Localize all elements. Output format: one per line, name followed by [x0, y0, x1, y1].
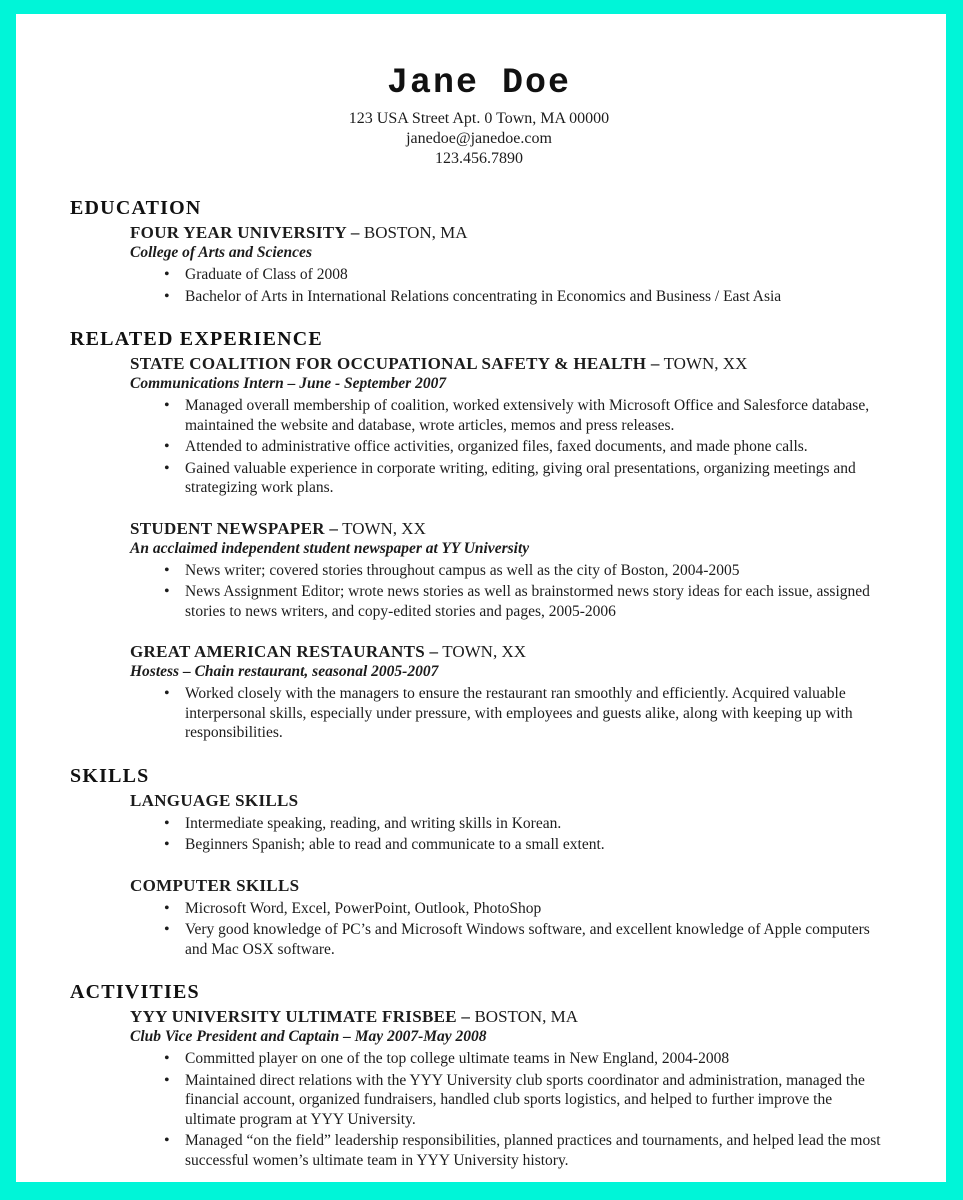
bullet-item: • Committed player on one of the top college ultimate teams in New England, 2004-2008 — [130, 1049, 888, 1069]
section-activities — [70, 980, 888, 1170]
entry-heading — [130, 223, 888, 243]
entry-org: STATE COALITION FOR OCCUPATIONAL SAFETY & HEALTH – — [130, 354, 660, 373]
section-title: ACTIVITIES — [70, 981, 200, 1003]
entry-heading — [130, 519, 888, 539]
bullet-item: • Microsoft Word, Excel, PowerPoint, Outlook, PhotoShop — [130, 899, 888, 919]
entry-org: LANGUAGE SKILLS — [130, 790, 299, 810]
entry-org: STUDENT NEWSPAPER – — [130, 518, 339, 538]
bullet-item: • Bachelor of Arts in International Relations concentrating in Economics and Business / East Asia — [130, 287, 888, 307]
bullet-list — [130, 684, 888, 743]
entry-location: TOWN, XX — [442, 642, 526, 661]
bullet-item: • Beginners Spanish; able to read and communicate to a small extent. — [130, 835, 888, 855]
bullet-item: • News Assignment Editor; wrote news stories as well as brainstormed news story ideas for each issue, assigned stories to news writers, and copy-edited stories and pages, 2005-2006 — [130, 582, 888, 621]
bullet-list — [130, 814, 888, 855]
bullet-list — [130, 396, 888, 498]
entry-heading — [130, 354, 888, 374]
entry-location: TOWN, XX — [342, 518, 426, 538]
entry — [130, 354, 888, 498]
bullet-item: • Maintained direct relations with the YYY University club sports coordinator and administration, managed the financial account, organized fundraisers, handled club sports logistics, and helped to further improve the ultimate program at YYY University. — [130, 1071, 888, 1130]
entry-role: Communications Intern – June - September 2007 — [130, 375, 447, 392]
bullet-item: • Attended to administrative office activities, organized files, faxed documents, and made phone calls. — [130, 437, 888, 457]
bullet-item: • Intermediate speaking, reading, and writing skills in Korean. — [130, 814, 888, 834]
bullet-list — [130, 561, 888, 622]
bullet-list — [130, 265, 888, 306]
entry-location: TOWN, XX — [663, 354, 748, 373]
entry — [130, 223, 888, 306]
section-education — [70, 196, 888, 306]
entry — [130, 519, 888, 622]
entry — [130, 1007, 888, 1170]
bullet-item: • News writer; covered stories throughout campus as well as the city of Boston, 2004-2005 — [130, 561, 888, 581]
section-title: SKILLS — [70, 764, 150, 787]
contact-block — [70, 109, 888, 169]
address-line: 123 USA Street Apt. 0 Town, MA 00000 — [348, 110, 610, 127]
bullet-item: • Worked closely with the managers to ensure the restaurant ran smoothly and efficiently. Acquired valuable interpersonal skills, especially under pressure, with employees and guests alike, along with keeping up with responsibilities. — [130, 684, 888, 743]
page-title: Jane Doe — [386, 63, 572, 103]
section-related-experience — [70, 327, 888, 743]
bullet-item: • Gained valuable experience in corporate writing, editing, giving oral presentations, organizing meetings and strategizing work plans. — [130, 459, 888, 498]
entry — [130, 642, 888, 743]
entry-org: YYY UNIVERSITY ULTIMATE FRISBEE – — [130, 1007, 471, 1026]
bullet-list — [130, 899, 888, 960]
email-line: janedoe@janedoe.com — [406, 130, 552, 147]
bullet-item: • Managed “on the field” leadership responsibilities, planned practices and tournaments, and helped lead the most successful women’s ultimate team in YYY University history. — [130, 1131, 888, 1170]
entry-heading — [130, 1007, 888, 1027]
entry-org: FOUR YEAR UNIVERSITY – — [130, 223, 360, 242]
entry-heading — [130, 876, 888, 896]
bullet-item: • Graduate of Class of 2008 — [130, 265, 888, 285]
entry-heading — [130, 791, 888, 811]
section-title: RELATED EXPERIENCE — [70, 328, 323, 350]
bullet-item: • Very good knowledge of PC’s and Microsoft Windows software, and excellent knowledge of Apple computers and Mac OSX software. — [130, 920, 888, 959]
section-skills — [70, 764, 888, 960]
entry-role: Club Vice President and Captain – May 2007-May 2008 — [130, 1028, 487, 1045]
entry-org: COMPUTER SKILLS — [130, 875, 300, 895]
entry-org: GREAT AMERICAN RESTAURANTS – — [130, 642, 439, 661]
entry-location: BOSTON, MA — [474, 1007, 579, 1026]
entry-heading — [130, 642, 888, 662]
section-title: EDUCATION — [70, 197, 202, 219]
entry — [130, 791, 888, 855]
entry — [130, 876, 888, 960]
entry-role: An acclaimed independent student newspaper at YY University — [130, 539, 530, 557]
entry-location: BOSTON, MA — [363, 223, 468, 242]
bullet-list — [130, 1049, 888, 1170]
entry-role: Hostess – Chain restaurant, seasonal 2005-2007 — [130, 663, 439, 680]
bullet-item: • Managed overall membership of coalition, worked extensively with Microsoft Office and Salesforce database, maintained the website and database, wrote articles, memos and press releases. — [130, 396, 888, 435]
entry-role: College of Arts and Sciences — [130, 244, 312, 261]
resume-document — [16, 14, 946, 1182]
phone-line: 123.456.7890 — [435, 150, 523, 167]
resume-header — [70, 64, 888, 169]
